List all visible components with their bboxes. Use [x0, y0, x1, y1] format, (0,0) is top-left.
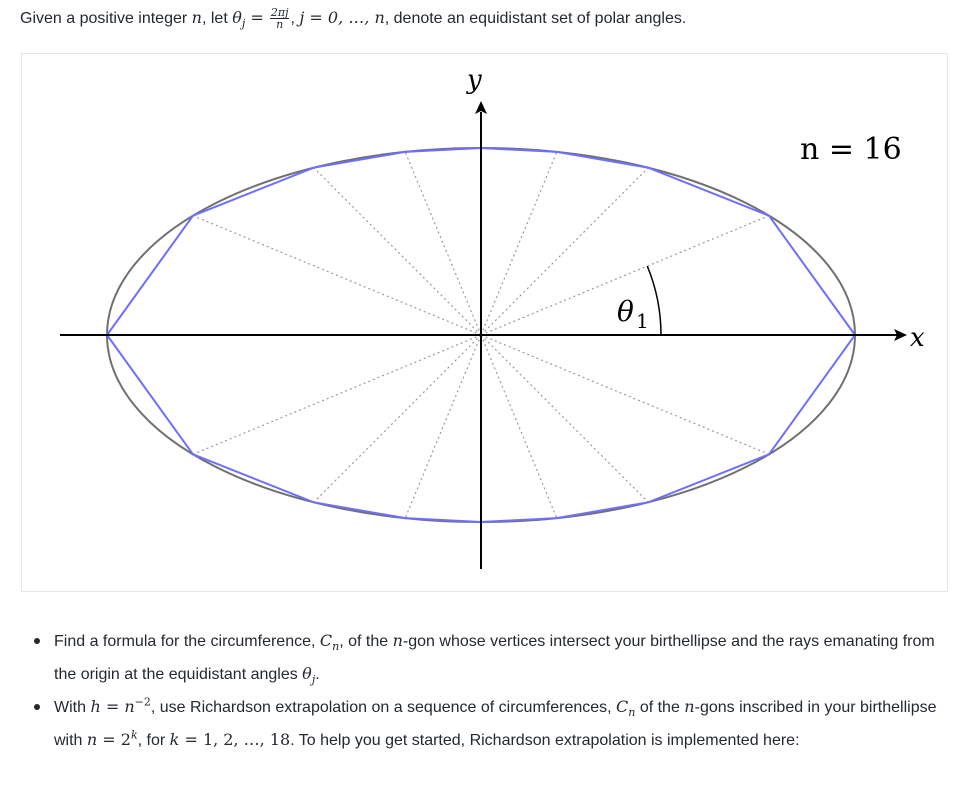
- b2-exponent: −2: [134, 695, 151, 709]
- task-list: [30, 625, 950, 757]
- b2-text-6: . To help you get started, Richardson extrapolation is implemented here:: [290, 732, 800, 749]
- x-axis-label: x: [910, 323, 925, 353]
- b1-text-2: , of the: [339, 633, 393, 650]
- polar-ray: [481, 335, 769, 454]
- polar-ray: [314, 335, 481, 502]
- b1-theta-sub: j: [311, 673, 316, 687]
- b2-n2: n: [684, 697, 695, 716]
- b2-C-sub: n: [628, 706, 636, 720]
- b2-eq: =: [100, 697, 125, 716]
- intro-j-range: j = 0, …, n: [299, 8, 385, 27]
- polar-ray: [481, 152, 557, 335]
- polar-ray: [405, 152, 481, 335]
- polar-ray: [193, 335, 481, 454]
- theta1-arc: [647, 266, 661, 335]
- intro-suffix: , denote an equidistant set of polar angles.: [384, 10, 687, 27]
- b2-range: = 1, 2, …, 18: [179, 730, 291, 749]
- theta1-label: θ: [617, 295, 634, 328]
- fraction-numerator: 2πj: [270, 6, 289, 20]
- intro-prefix: Given a positive integer: [20, 10, 192, 27]
- intro-theta-sub: j: [241, 17, 246, 31]
- bullet-dot: [34, 638, 40, 644]
- b2-C: C: [616, 697, 629, 716]
- intro-after-frac: ,: [290, 10, 300, 27]
- intro-comma-let: , let: [201, 10, 233, 27]
- b2-n: n: [124, 697, 135, 716]
- b2-n3: n: [86, 730, 98, 749]
- b2-k-exp: k: [130, 728, 138, 742]
- b2-k: k: [169, 730, 180, 749]
- intro-paragraph: [20, 6, 960, 31]
- task-item-circumference: [30, 625, 950, 691]
- intro-eq: =: [245, 8, 269, 27]
- task-item-richardson: [30, 691, 950, 757]
- b2-h: h: [90, 697, 101, 716]
- fraction-denominator: n: [276, 18, 284, 32]
- b1-theta: θ: [302, 664, 312, 683]
- y-axis-label: y: [467, 65, 482, 95]
- b2-text-3: of the: [635, 699, 685, 716]
- b1-end: .: [315, 666, 320, 683]
- polar-ray: [314, 168, 481, 335]
- intro-theta: θ: [232, 8, 242, 27]
- b2-eq2: = 2: [97, 730, 131, 749]
- b2-text-2: , use Richardson extrapolation on a sequence of circumferences,: [150, 699, 617, 716]
- theta1-subscript: 1: [636, 309, 649, 333]
- bullet-dot: [34, 704, 40, 710]
- polar-ray: [481, 335, 648, 502]
- n-equals-16-label: n = 16: [800, 132, 902, 167]
- ellipse-polygon-figure: [21, 53, 948, 592]
- b1-n: n: [392, 631, 403, 650]
- b2-text-1: With: [54, 699, 91, 716]
- b1-text-1: Find a formula for the circumference,: [54, 633, 320, 650]
- polar-ray: [481, 335, 557, 518]
- figure-canvas: [22, 54, 947, 591]
- intro-n: n: [191, 8, 202, 27]
- polar-ray: [405, 335, 481, 518]
- intro-fraction: [270, 7, 290, 30]
- b1-C: C: [319, 631, 333, 650]
- b1-C-sub: n: [332, 640, 340, 654]
- polar-ray: [193, 216, 481, 335]
- b1-text-3: -gon whose vertices intersect your birthellipse and the rays emanating from the origin at the equidistant angles: [54, 633, 935, 683]
- b2-text-4: -gons inscribed in your birthellipse with: [54, 699, 937, 749]
- b2-text-5: , for: [137, 732, 170, 749]
